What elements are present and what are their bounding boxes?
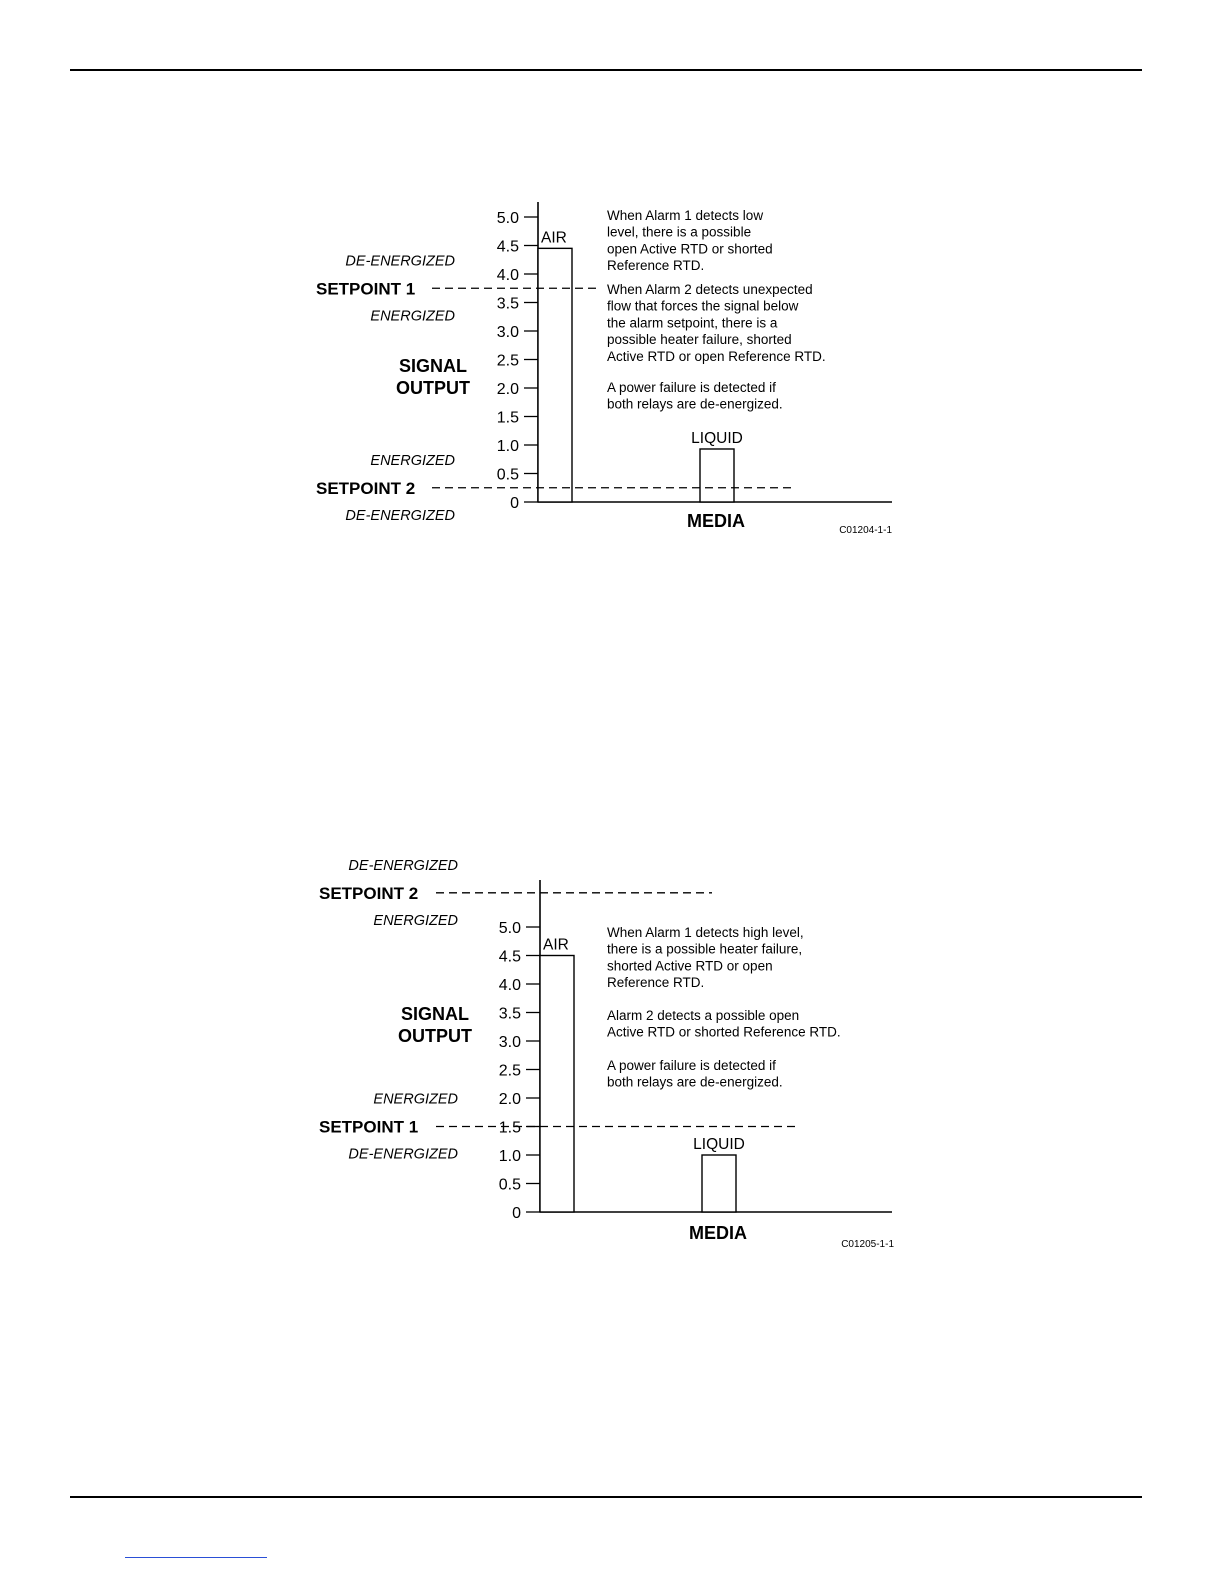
relay-state-below: DE-ENERGIZED [345,507,455,524]
annotation-note: the alarm setpoint, there is a [607,315,778,331]
annotation-note: both relays are de-energized. [607,396,783,412]
setpoint-label: SETPOINT 1 [319,1117,419,1137]
y-tick-label: 4.0 [496,267,519,284]
annotation-note: Active RTD or open Reference RTD. [607,348,826,364]
y-tick-label: 2.5 [496,352,519,370]
annotation-note: A power failure is detected if [607,1058,776,1073]
annotation-note: there is a possible heater failure, [607,941,803,957]
bar-liquid [702,1155,736,1212]
y-tick-label: 0.5 [496,466,519,484]
setpoint-label: SETPOINT 1 [316,279,416,299]
y-tick-label: 4.0 [498,977,521,994]
y-axis-label: OUTPUT [398,1026,472,1046]
annotation-note: Reference RTD. [607,975,705,991]
y-axis-label: SIGNAL [400,1004,470,1024]
y-axis-label: OUTPUT [396,378,470,398]
annotation-note: both relays are de-energized. [607,1074,783,1090]
relay-state-above: DE-ENERGIZED [348,857,458,874]
relay-state-above: ENERGIZED [370,452,455,469]
y-tick-label: 5.0 [496,210,519,227]
annotation-note: When Alarm 1 detects low [607,208,764,223]
figure-code: C01204-1-1 [839,525,892,536]
relay-state-below: ENERGIZED [370,308,455,325]
header-rule [70,69,1142,71]
y-tick-label: 0 [510,495,519,512]
annotation-note: open Active RTD or shorted [607,241,773,257]
chart-high-level-alarm [0,850,1224,1250]
footer-rule [70,1496,1142,1498]
y-tick-label: 2.5 [498,1062,521,1080]
y-tick-label: 1.5 [496,409,519,427]
y-tick-label: 2.0 [496,381,519,398]
bar-air [540,956,574,1213]
bar-label-liquid: LIQUID [693,1136,745,1153]
y-axis-label: SIGNAL [398,356,468,376]
y-tick-label: 4.5 [498,948,521,966]
annotation-note: Reference RTD. [607,258,705,274]
y-tick-label: 4.5 [496,238,519,256]
y-tick-label: 0.5 [498,1176,521,1194]
setpoint-label: SETPOINT 2 [316,478,416,498]
y-tick-label: 1.0 [496,438,519,455]
annotation-note: level, there is a possible [607,224,752,240]
setpoint-label: SETPOINT 2 [319,883,419,903]
annotation-note: When Alarm 2 detects unexpected [607,282,813,297]
x-axis-label: MEDIA [689,1223,747,1243]
relay-state-above: ENERGIZED [373,1091,458,1108]
figure-code: C01205-1-1 [841,1239,894,1250]
y-tick-label: 1.0 [498,1148,521,1165]
annotation-note: When Alarm 1 detects high level, [607,925,804,940]
relay-state-below: ENERGIZED [373,912,458,929]
relay-state-above: DE-ENERGIZED [345,253,455,270]
relay-state-below: DE-ENERGIZED [348,1146,458,1163]
annotation-note: shorted Active RTD or open [607,958,773,974]
bar-label-liquid: LIQUID [691,429,743,447]
chart-low-level-alarm [0,190,1224,550]
y-tick-label: 2.0 [498,1091,521,1108]
y-tick-label: 3.0 [498,1034,521,1051]
bar-air [538,248,572,502]
y-tick-label: 3.5 [498,1005,521,1023]
y-tick-label: 0 [512,1205,521,1222]
annotation-note: possible heater failure, shorted [607,332,792,348]
bar-label-air: AIR [543,936,569,954]
y-tick-label: 1.5 [498,1119,521,1137]
bar-liquid [700,449,734,502]
annotation-note: Active RTD or shorted Reference RTD. [607,1024,841,1040]
annotation-note: flow that forces the signal below [607,298,799,314]
bar-label-air: AIR [541,229,567,247]
x-axis-label: MEDIA [687,511,745,531]
y-tick-label: 3.0 [496,324,519,341]
y-tick-label: 5.0 [498,920,521,937]
annotation-note: A power failure is detected if [607,380,776,395]
annotation-note: Alarm 2 detects a possible open [607,1008,800,1023]
footer-link-underline[interactable] [125,1557,267,1558]
y-tick-label: 3.5 [496,295,519,313]
